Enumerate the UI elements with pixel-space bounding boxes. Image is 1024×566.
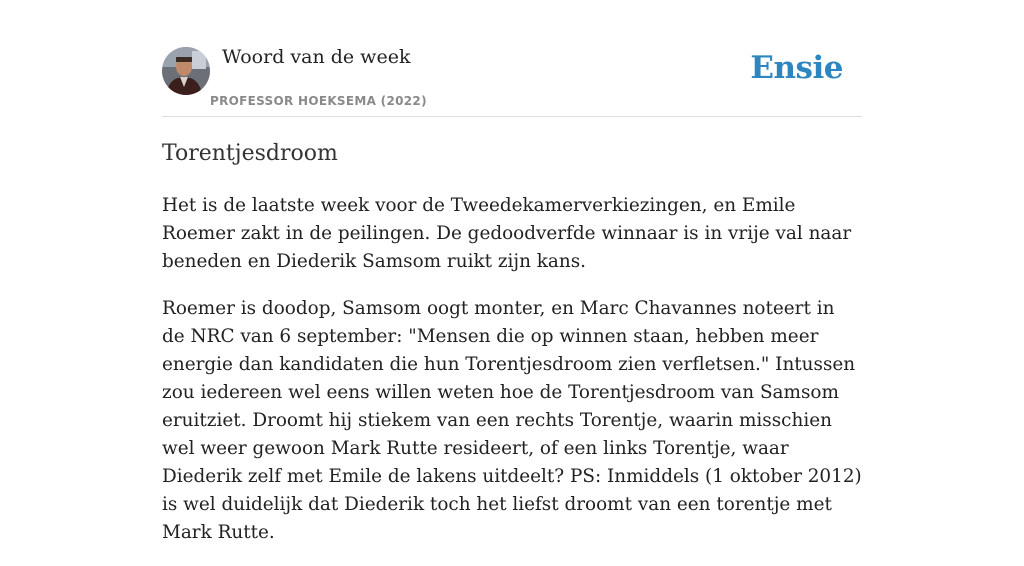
article-header bbox=[162, 0, 862, 117]
avatar[interactable] bbox=[162, 47, 210, 95]
entry-body bbox=[162, 192, 862, 566]
entry-paragraph: Roemer is doodop, Samsom oogt monter, en Marc Chavannes noteert in de NRC van 6 september: "Mensen die op winnen staan, hebben meer energie dan kandidaten die hun Torentjesdroom zien verfletsen." Intussen zou iedereen wel eens willen weten hoe de Torentjesdroom van Samsom eruitziet. Droomt hij stiekem van een rechts Torentje, waarin misschien wel weer gewoon Mark Rutte resideert, of een links Torentje, waar Diederik zelf met Emile de lakens uitdeelt? PS: Inmiddels (1 oktober 2012) is wel duidelijk dat Diederik toch het liefst droomt van een torentje met Mark Rutte. bbox=[162, 298, 862, 543]
section-title: Woord van de week bbox=[222, 46, 411, 68]
person-photo-icon bbox=[162, 47, 210, 95]
brand-logo[interactable]: Ensie bbox=[750, 50, 843, 86]
author-label[interactable]: PROFESSOR HOEKSEMA (2022) bbox=[210, 94, 427, 108]
entry-paragraph: Het is de laatste week voor de Tweedekamerverkiezingen, en Emile Roemer zakt in de peilingen. De gedoodverfde winnaar is in vrije val naar beneden en Diederik Samsom ruikt zijn kans. bbox=[162, 195, 852, 272]
entry-word: Torentjesdroom bbox=[162, 141, 338, 166]
article-card bbox=[162, 0, 862, 543]
